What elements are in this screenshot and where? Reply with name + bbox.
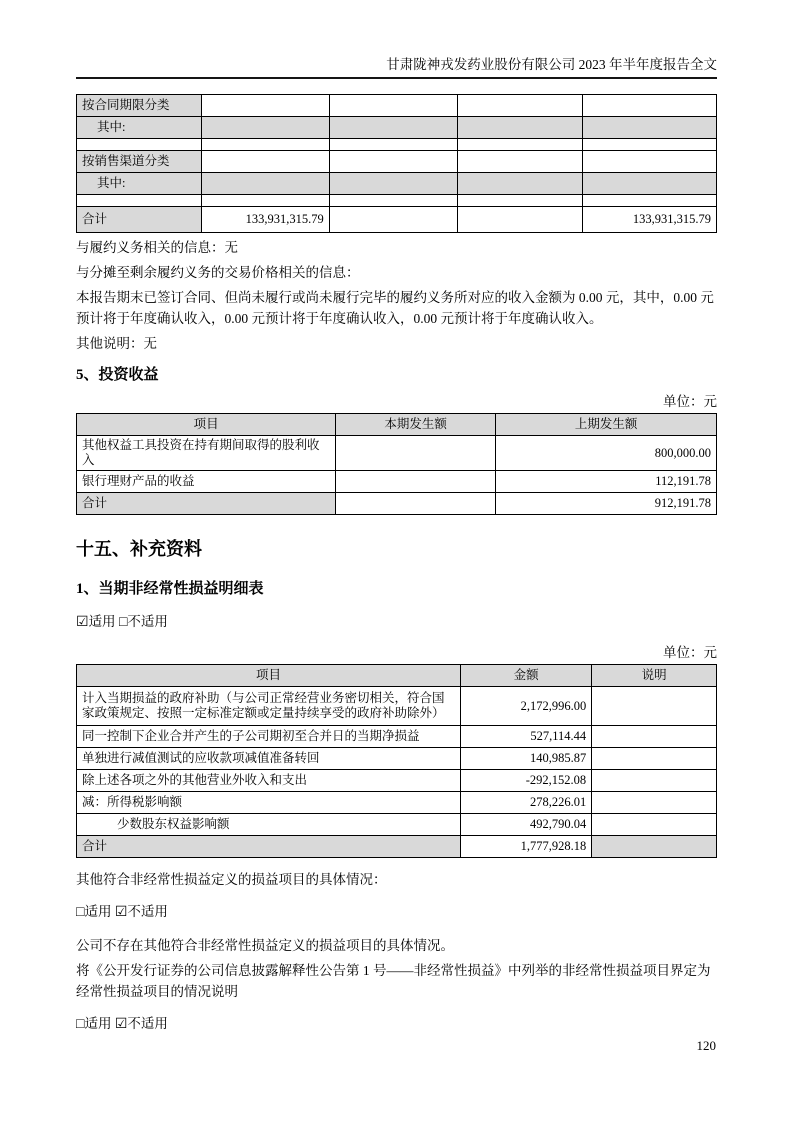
checkbox-unchecked-icon: □ [118, 615, 128, 630]
table-cell [582, 195, 716, 207]
table-cell [329, 207, 457, 233]
table-cell: 计入当期损益的政府补助（与公司正常经营业务密切相关，符合国家政策规定、按照一定标准定额或定量持续享受的政府补助除外） [77, 687, 461, 726]
table-cell [329, 95, 457, 117]
table-cell [457, 95, 582, 117]
table-cell [329, 195, 457, 207]
table-cell [457, 139, 582, 151]
applicability-label: 不适用 [127, 614, 168, 629]
table-row [77, 726, 717, 748]
checkbox-checked-icon: ☑ [114, 1017, 128, 1032]
table-row [77, 792, 717, 814]
note-no-other-items: 公司不存在其他符合非经常性损益定义的损益项目的具体情况。 [76, 938, 454, 953]
table-cell: 按销售渠道分类 [77, 151, 202, 173]
page-number: 120 [696, 1038, 716, 1053]
table-cell: 其他权益工具投资在持有期间取得的股利收入 [77, 436, 336, 471]
table-cell [457, 173, 582, 195]
table-cell [201, 95, 329, 117]
table-row [77, 493, 717, 515]
table-cell [592, 687, 717, 726]
table-cell: 800,000.00 [496, 436, 717, 471]
table-row [77, 687, 717, 726]
table-row [77, 117, 717, 139]
table-cell [336, 471, 496, 493]
table-cell [582, 151, 716, 173]
table-cell: 少数股东权益影响额 [77, 814, 461, 836]
note-reclassification: 将《公开发行证券的公司信息披露解释性公告第 1 号——非经常性损益》中列举的非经常性损益项目界定为经常性损益项目的情况说明 [76, 963, 711, 999]
table-cell [201, 151, 329, 173]
table-cell: 按合同期限分类 [77, 95, 202, 117]
note-remaining-price: 与分摊至剩余履约义务的交易价格相关的信息： [76, 265, 360, 280]
table-row [77, 173, 717, 195]
checkbox-checked-icon: ☑ [76, 615, 89, 630]
table-header-row [77, 665, 717, 687]
column-header: 项目 [77, 414, 336, 436]
table-row [77, 95, 717, 117]
table-cell: 492,790.04 [461, 814, 592, 836]
column-header: 说明 [592, 665, 717, 687]
table-cell: 133,931,315.79 [201, 207, 329, 233]
table-cell: 140,985.87 [461, 748, 592, 770]
table-row [77, 471, 717, 493]
table-cell [201, 117, 329, 139]
checkbox-unchecked-icon: □ [76, 1017, 85, 1032]
non-recurring-items-table [76, 664, 717, 858]
table-cell [77, 139, 202, 151]
column-header: 本期发生额 [336, 414, 496, 436]
table-row [77, 748, 717, 770]
applicability-row [76, 1015, 717, 1034]
applicability-label: 适用 [84, 904, 112, 919]
table-cell [457, 207, 582, 233]
contract-classification-table [76, 94, 717, 233]
subsection-1-heading: 1、当期非经常性损益明细表 [76, 581, 264, 597]
table-cell [592, 748, 717, 770]
applicability-label: 不适用 [127, 904, 168, 919]
table-row [77, 207, 717, 233]
table-row [77, 814, 717, 836]
table-cell: 其中: [77, 173, 202, 195]
table-cell: 其中: [77, 117, 202, 139]
table-cell [582, 173, 716, 195]
table-cell: 同一控制下企业合并产生的子公司期初至合并日的当期净损益 [77, 726, 461, 748]
column-header: 金额 [461, 665, 592, 687]
report-header [76, 0, 717, 79]
table-cell [457, 117, 582, 139]
table-cell [582, 95, 716, 117]
table-cell: 912,191.78 [496, 493, 717, 515]
applicability-label: 不适用 [127, 1016, 168, 1031]
table-cell [592, 836, 717, 858]
table-cell [592, 792, 717, 814]
table-row [77, 151, 717, 173]
unit-label: 单位：元 [663, 394, 717, 409]
table-row [77, 139, 717, 151]
table-cell: 278,226.01 [461, 792, 592, 814]
checkbox-unchecked-icon: □ [76, 905, 85, 920]
table-cell [592, 726, 717, 748]
table-cell [336, 436, 496, 471]
table-cell [329, 173, 457, 195]
applicability-label: 适用 [84, 1016, 112, 1031]
table-cell: 减：所得税影响额 [77, 792, 461, 814]
table-cell: -292,152.08 [461, 770, 592, 792]
table-row [77, 770, 717, 792]
table-cell [457, 151, 582, 173]
report-header-title: 甘肃陇神戎发药业股份有限公司 2023 年半年度报告全文 [386, 57, 717, 72]
table-cell: 合计 [77, 207, 202, 233]
table-cell: 2,172,996.00 [461, 687, 592, 726]
table-cell: 银行理财产品的收益 [77, 471, 336, 493]
table-cell [582, 117, 716, 139]
table-cell: 527,114.44 [461, 726, 592, 748]
table-row [77, 195, 717, 207]
table-cell [329, 151, 457, 173]
table-cell [329, 139, 457, 151]
unit-label: 单位：元 [663, 645, 717, 660]
table-cell: 除上述各项之外的其他营业外收入和支出 [77, 770, 461, 792]
applicability-label: 适用 [88, 614, 116, 629]
table-row [77, 836, 717, 858]
note-performance-obligation: 与履约义务相关的信息：无 [76, 240, 238, 255]
applicability-row [76, 903, 717, 922]
table-row [77, 436, 717, 471]
table-cell: 1,777,928.18 [461, 836, 592, 858]
table-cell [592, 770, 717, 792]
table-cell: 合计 [77, 836, 461, 858]
page-content [76, 0, 717, 1047]
table-cell [329, 117, 457, 139]
table-cell: 112,191.78 [496, 471, 717, 493]
table-cell [201, 173, 329, 195]
table-cell: 单独进行减值测试的应收款项减值准备转回 [77, 748, 461, 770]
table-cell: 合计 [77, 493, 336, 515]
table-cell [457, 195, 582, 207]
column-header: 项目 [77, 665, 461, 687]
investment-income-table [76, 413, 717, 515]
table-header-row [77, 414, 717, 436]
note-other-nonrecurring: 其他符合非经常性损益定义的损益项目的具体情况： [76, 872, 387, 887]
note-other-explanation: 其他说明：无 [76, 336, 157, 351]
table-cell [582, 139, 716, 151]
section-5-heading: 5、投资收益 [76, 367, 159, 383]
column-header: 上期发生额 [496, 414, 717, 436]
table-cell [592, 814, 717, 836]
table-cell [77, 195, 202, 207]
table-cell [201, 139, 329, 151]
checkbox-checked-icon: ☑ [114, 905, 128, 920]
table-cell [201, 195, 329, 207]
chapter-15-heading: 十五、补充资料 [76, 539, 202, 559]
table-cell [336, 493, 496, 515]
note-unfulfilled-contracts: 本报告期末已签订合同、但尚未履行或尚未履行完毕的履约义务所对应的收入金额为 0.00 元，其中，0.00 元预计将于年度确认收入，0.00 元预计将于年度确认收入，0.00 元预计将于年度确认收入。 [76, 290, 714, 326]
table-cell: 133,931,315.79 [582, 207, 716, 233]
applicability-row [76, 613, 717, 632]
